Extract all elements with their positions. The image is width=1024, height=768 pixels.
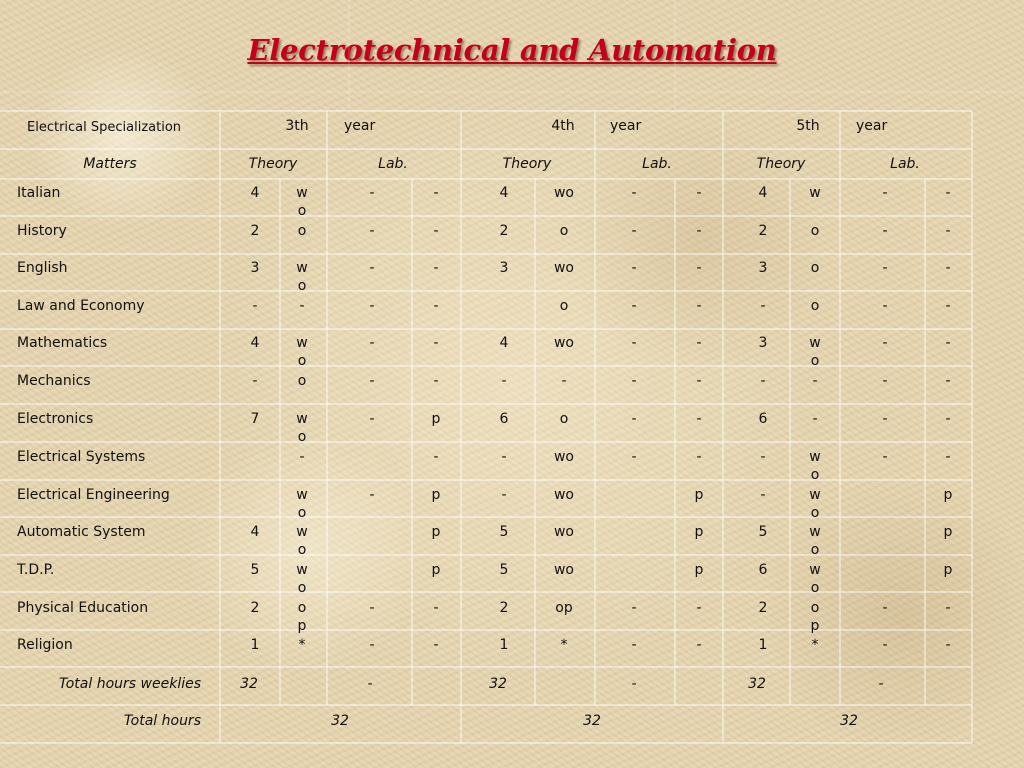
- subject-italian: Italian: [17, 185, 61, 201]
- table-cell: -: [882, 260, 888, 276]
- table-cell: -: [812, 373, 818, 389]
- table-cell: 1: [499, 637, 509, 653]
- table-cell: 6: [758, 411, 768, 427]
- table-cell-wrap: o: [297, 203, 307, 219]
- table-cell-wrap: o: [810, 580, 820, 596]
- year-3-label: year: [344, 118, 376, 134]
- table-cell: -: [433, 637, 439, 653]
- table-cell: -: [369, 260, 375, 276]
- table-cell: -: [882, 637, 888, 653]
- table-cell: w: [809, 524, 821, 540]
- subject-english: English: [17, 260, 68, 276]
- table-cell-wrap: o: [297, 353, 307, 369]
- table-cell: op: [555, 600, 573, 616]
- table-cell: 4: [758, 185, 768, 201]
- table-cell-wrap: o: [810, 467, 820, 483]
- table-cell: -: [882, 600, 888, 616]
- matters-header: Matters: [83, 156, 137, 172]
- table-cell: 1: [758, 637, 768, 653]
- total-hours-label: Total hours: [123, 713, 201, 729]
- table-cell: o: [810, 260, 820, 276]
- table-cell: wo: [553, 524, 574, 540]
- table-cell: *: [298, 637, 306, 653]
- table-cell: -: [369, 185, 375, 201]
- table-cell-wrap: o: [810, 505, 820, 521]
- table-cell: -: [369, 223, 375, 239]
- weekly-total-lab: -: [367, 676, 373, 692]
- table-cell: p: [431, 487, 441, 503]
- table-cell: -: [696, 185, 702, 201]
- year-3-number: 3th: [285, 118, 309, 134]
- table-cell: *: [560, 637, 568, 653]
- table-cell: p: [943, 487, 953, 503]
- table-cell: -: [882, 411, 888, 427]
- table-cell: wo: [553, 260, 574, 276]
- table-cell: 5: [758, 524, 768, 540]
- theory-header-3: Theory: [248, 156, 298, 172]
- table-cell: -: [631, 298, 637, 314]
- subject-automatic-system: Automatic System: [17, 524, 146, 540]
- table-cell: -: [501, 487, 507, 503]
- weekly-total-lab: -: [631, 676, 637, 692]
- table-cell: 4: [250, 185, 260, 201]
- table-cell: 4: [250, 335, 260, 351]
- table-cell: 2: [250, 223, 260, 239]
- table-cell: -: [631, 600, 637, 616]
- table-cell: -: [760, 298, 766, 314]
- year-5-label: year: [856, 118, 888, 134]
- table-cell: w: [809, 449, 821, 465]
- table-cell: -: [945, 335, 951, 351]
- table-cell: -: [299, 449, 305, 465]
- table-cell: -: [882, 373, 888, 389]
- subject-electrical-systems: Electrical Systems: [17, 449, 146, 465]
- subject-law-and-economy: Law and Economy: [17, 298, 145, 314]
- lab-header-4: Lab.: [642, 156, 672, 172]
- subject-history: History: [17, 223, 67, 239]
- table-cell: -: [882, 185, 888, 201]
- table-cell-wrap: o: [810, 353, 820, 369]
- table-cell: 1: [250, 637, 260, 653]
- weekly-total-theory: 32: [489, 676, 507, 692]
- lab-header-3: Lab.: [378, 156, 408, 172]
- table-cell: wo: [553, 487, 574, 503]
- table-cell: -: [369, 487, 375, 503]
- table-cell: -: [696, 298, 702, 314]
- table-cell-wrap: o: [297, 429, 307, 445]
- table-cell: o: [810, 600, 820, 616]
- table-cell: -: [433, 373, 439, 389]
- table-cell: o: [297, 600, 307, 616]
- table-cell: wo: [553, 335, 574, 351]
- table-cell: -: [945, 411, 951, 427]
- table-cell: 7: [250, 411, 260, 427]
- table-cell: -: [696, 260, 702, 276]
- table-cell: wo: [553, 562, 574, 578]
- table-cell: -: [631, 637, 637, 653]
- table-cell: w: [296, 185, 308, 201]
- table-cell: -: [561, 373, 567, 389]
- table-cell: -: [631, 373, 637, 389]
- table-cell: -: [945, 637, 951, 653]
- table-cell-wrap: o: [297, 278, 307, 294]
- table-cell: -: [433, 223, 439, 239]
- table-cell: -: [882, 223, 888, 239]
- table-cell: p: [431, 524, 441, 540]
- table-cell: w: [296, 524, 308, 540]
- table-cell: w: [296, 335, 308, 351]
- subject-t-d-p: T.D.P.: [17, 562, 55, 578]
- table-cell: -: [945, 373, 951, 389]
- table-cell: -: [696, 449, 702, 465]
- table-cell: 4: [499, 185, 509, 201]
- table-cell: 4: [499, 335, 509, 351]
- subject-religion: Religion: [17, 637, 73, 653]
- table-cell: -: [945, 600, 951, 616]
- table-cell-wrap: o: [297, 542, 307, 558]
- table-cell: 3: [250, 260, 260, 276]
- table-cell: -: [631, 449, 637, 465]
- table-cell: -: [433, 600, 439, 616]
- table-cell: -: [696, 223, 702, 239]
- table-cell-wrap: o: [810, 542, 820, 558]
- table-cell: -: [369, 298, 375, 314]
- table-cell: p: [943, 562, 953, 578]
- table-cell-wrap: o: [297, 580, 307, 596]
- table-cell: o: [559, 411, 569, 427]
- table-cell: -: [369, 373, 375, 389]
- theory-header-5: Theory: [756, 156, 806, 172]
- table-cell: 2: [758, 223, 768, 239]
- table-cell: p: [943, 524, 953, 540]
- table-cell: p: [694, 524, 704, 540]
- table-cell: -: [631, 223, 637, 239]
- specialization-label: Electrical Specialization: [27, 120, 182, 135]
- table-cell: w: [809, 335, 821, 351]
- year-4-label: year: [610, 118, 642, 134]
- subject-physical-education: Physical Education: [17, 600, 149, 616]
- table-cell: -: [501, 449, 507, 465]
- table-cell: w: [296, 260, 308, 276]
- table-cell: -: [299, 298, 305, 314]
- table-cell: -: [945, 185, 951, 201]
- table-cell: -: [696, 600, 702, 616]
- weekly-total-lab: -: [878, 676, 884, 692]
- table-cell: -: [696, 373, 702, 389]
- table-cell: -: [882, 298, 888, 314]
- table-cell: p: [694, 487, 704, 503]
- table-cell-wrap: p: [810, 618, 820, 634]
- table-cell: -: [760, 373, 766, 389]
- table-cell: -: [945, 298, 951, 314]
- table-cell: -: [433, 298, 439, 314]
- table-cell: o: [559, 223, 569, 239]
- lab-header-5: Lab.: [890, 156, 920, 172]
- table-cell: -: [433, 185, 439, 201]
- table-cell: o: [810, 223, 820, 239]
- table-cell: -: [369, 637, 375, 653]
- table-cell: p: [431, 562, 441, 578]
- table-cell: 3: [758, 260, 768, 276]
- table-cell: 2: [250, 600, 260, 616]
- table-cell: -: [812, 411, 818, 427]
- table-cell: p: [431, 411, 441, 427]
- table-cell: 4: [250, 524, 260, 540]
- table-cell: -: [501, 373, 507, 389]
- total-hours-value: 32: [840, 713, 858, 729]
- subject-electronics: Electronics: [17, 411, 94, 427]
- table-cell: w: [296, 562, 308, 578]
- table-cell: *: [811, 637, 819, 653]
- table-cell: w: [296, 411, 308, 427]
- table-cell: 2: [758, 600, 768, 616]
- table-cell: w: [809, 487, 821, 503]
- table-cell: 3: [758, 335, 768, 351]
- table-cell: 5: [250, 562, 260, 578]
- table-cell: -: [252, 298, 258, 314]
- table-cell: -: [945, 260, 951, 276]
- table-cell: -: [945, 223, 951, 239]
- table-cell: -: [369, 411, 375, 427]
- table-cell: 6: [758, 562, 768, 578]
- subject-mechanics: Mechanics: [17, 373, 91, 389]
- table-cell: o: [297, 373, 307, 389]
- table-cell: 6: [499, 411, 509, 427]
- weekly-total-label: Total hours weeklies: [58, 676, 201, 692]
- table-cell: w: [809, 562, 821, 578]
- table-cell: o: [297, 223, 307, 239]
- table-cell: 5: [499, 524, 509, 540]
- weekly-total-theory: 32: [240, 676, 258, 692]
- table-cell: -: [696, 637, 702, 653]
- table-cell: -: [882, 335, 888, 351]
- title: Electrotechnical and Automation: [247, 33, 777, 67]
- table-cell: -: [252, 373, 258, 389]
- table-cell: -: [760, 487, 766, 503]
- table-cell: -: [369, 600, 375, 616]
- weekly-total-theory: 32: [748, 676, 766, 692]
- table-cell: -: [696, 411, 702, 427]
- table-cell: 2: [499, 600, 509, 616]
- table-cell: wo: [553, 185, 574, 201]
- year-5-number: 5th: [796, 118, 820, 134]
- table-cell: 5: [499, 562, 509, 578]
- table-cell: p: [694, 562, 704, 578]
- table-cell: -: [631, 411, 637, 427]
- table-cell: -: [433, 449, 439, 465]
- table-cell: -: [945, 449, 951, 465]
- subject-mathematics: Mathematics: [17, 335, 108, 351]
- table-cell: wo: [553, 449, 574, 465]
- table-cell: -: [631, 260, 637, 276]
- total-hours-value: 32: [583, 713, 601, 729]
- year-4-number: 4th: [551, 118, 575, 134]
- table-cell: w: [296, 487, 308, 503]
- table-cell: 2: [499, 223, 509, 239]
- table-cell: -: [433, 260, 439, 276]
- table-cell-wrap: p: [297, 618, 307, 634]
- total-hours-value: 32: [331, 713, 349, 729]
- table-cell: -: [882, 449, 888, 465]
- table-cell-wrap: o: [297, 505, 307, 521]
- subject-electrical-engineering: Electrical Engineering: [17, 487, 170, 503]
- table-cell: -: [760, 449, 766, 465]
- table-cell: o: [559, 298, 569, 314]
- table-cell: -: [369, 335, 375, 351]
- table-cell: -: [696, 335, 702, 351]
- table-cell: -: [631, 335, 637, 351]
- table-cell: w: [809, 185, 821, 201]
- table-cell: -: [433, 335, 439, 351]
- table-cell: -: [631, 185, 637, 201]
- table-cell: 3: [499, 260, 509, 276]
- table-cell: o: [810, 298, 820, 314]
- theory-header-4: Theory: [502, 156, 552, 172]
